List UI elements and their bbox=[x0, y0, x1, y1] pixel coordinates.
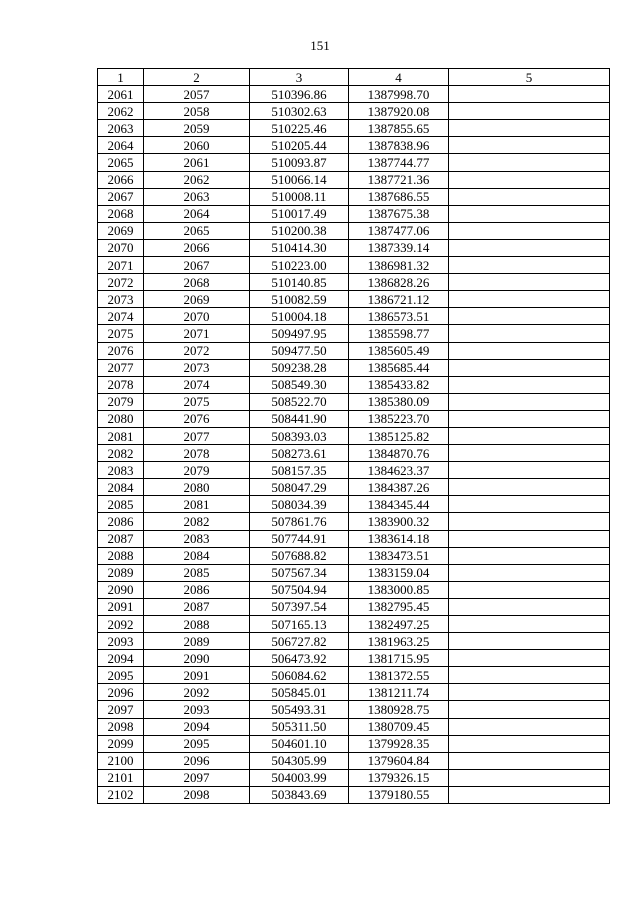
header-row bbox=[98, 69, 610, 86]
table-cell-col-3: 508157.35 bbox=[250, 462, 349, 479]
table-cell-col-2: 2058 bbox=[144, 103, 250, 120]
table-cell-col-5 bbox=[449, 616, 610, 633]
table-cell-col-4: 1382497.25 bbox=[349, 616, 449, 633]
table-cell-col-2: 2080 bbox=[144, 479, 250, 496]
table-cell-col-2: 2065 bbox=[144, 222, 250, 239]
table-row bbox=[98, 359, 610, 376]
table-row bbox=[98, 308, 610, 325]
table-cell-col-1: 2095 bbox=[98, 667, 144, 684]
table-cell-col-1: 2088 bbox=[98, 547, 144, 564]
table-row bbox=[98, 274, 610, 291]
table-cell-col-2: 2059 bbox=[144, 120, 250, 137]
table-cell-col-3: 510302.63 bbox=[250, 103, 349, 120]
table-cell-col-4: 1387686.55 bbox=[349, 188, 449, 205]
table-cell-col-2: 2089 bbox=[144, 633, 250, 650]
table-row bbox=[98, 616, 610, 633]
table-row bbox=[98, 684, 610, 701]
table-row bbox=[98, 325, 610, 342]
page-number: 151 bbox=[310, 38, 330, 53]
table-row bbox=[98, 86, 610, 103]
table-cell-col-2: 2082 bbox=[144, 513, 250, 530]
table-cell-col-1: 2070 bbox=[98, 239, 144, 256]
table-row bbox=[98, 291, 610, 308]
table-cell-col-1: 2074 bbox=[98, 308, 144, 325]
table-row bbox=[98, 410, 610, 427]
table-cell-col-4: 1387998.70 bbox=[349, 86, 449, 103]
table-row bbox=[98, 188, 610, 205]
table-cell-col-4: 1381963.25 bbox=[349, 633, 449, 650]
table-cell-col-2: 2064 bbox=[144, 205, 250, 222]
table-cell-col-2: 2098 bbox=[144, 786, 250, 803]
table-row bbox=[98, 154, 610, 171]
table-row bbox=[98, 701, 610, 718]
table-cell-col-1: 2079 bbox=[98, 393, 144, 410]
table-cell-col-3: 510008.11 bbox=[250, 188, 349, 205]
table-cell-col-4: 1386981.32 bbox=[349, 257, 449, 274]
table-cell-col-1: 2065 bbox=[98, 154, 144, 171]
table-cell-col-3: 510066.14 bbox=[250, 171, 349, 188]
table-cell-col-2: 2077 bbox=[144, 427, 250, 444]
table-cell-col-1: 2069 bbox=[98, 222, 144, 239]
table-row bbox=[98, 633, 610, 650]
table-cell-col-4: 1387855.65 bbox=[349, 120, 449, 137]
table-cell-col-4: 1387920.08 bbox=[349, 103, 449, 120]
coordinates-table bbox=[97, 68, 610, 804]
table-cell-col-1: 2073 bbox=[98, 291, 144, 308]
table-cell-col-5 bbox=[449, 598, 610, 615]
table-row bbox=[98, 376, 610, 393]
table-row bbox=[98, 137, 610, 154]
table-cell-col-2: 2072 bbox=[144, 342, 250, 359]
header-cell-3: 3 bbox=[250, 69, 349, 86]
table-cell-col-5 bbox=[449, 684, 610, 701]
table-cell-col-1: 2081 bbox=[98, 427, 144, 444]
table-cell-col-4: 1385125.82 bbox=[349, 427, 449, 444]
table-cell-col-3: 504601.10 bbox=[250, 735, 349, 752]
table-cell-col-4: 1387675.38 bbox=[349, 205, 449, 222]
table-cell-col-4: 1385598.77 bbox=[349, 325, 449, 342]
table-cell-col-5 bbox=[449, 718, 610, 735]
table-cell-col-1: 2102 bbox=[98, 786, 144, 803]
table-cell-col-3: 507744.91 bbox=[250, 530, 349, 547]
table-row bbox=[98, 564, 610, 581]
table-cell-col-3: 506473.92 bbox=[250, 650, 349, 667]
table-cell-col-2: 2081 bbox=[144, 496, 250, 513]
table-row bbox=[98, 718, 610, 735]
table-cell-col-5 bbox=[449, 359, 610, 376]
table-row bbox=[98, 650, 610, 667]
table-cell-col-2: 2070 bbox=[144, 308, 250, 325]
table-cell-col-1: 2085 bbox=[98, 496, 144, 513]
table-cell-col-2: 2069 bbox=[144, 291, 250, 308]
header-cell-1: 1 bbox=[98, 69, 144, 86]
table-cell-col-4: 1384387.26 bbox=[349, 479, 449, 496]
table-cell-col-4: 1383473.51 bbox=[349, 547, 449, 564]
table-cell-col-2: 2075 bbox=[144, 393, 250, 410]
table-cell-col-2: 2095 bbox=[144, 735, 250, 752]
table-cell-col-5 bbox=[449, 581, 610, 598]
table-cell-col-4: 1386721.12 bbox=[349, 291, 449, 308]
table-cell-col-3: 510396.86 bbox=[250, 86, 349, 103]
table-row bbox=[98, 496, 610, 513]
table-cell-col-5 bbox=[449, 239, 610, 256]
table-cell-col-4: 1386828.26 bbox=[349, 274, 449, 291]
table-cell-col-4: 1384623.37 bbox=[349, 462, 449, 479]
table-cell-col-3: 507165.13 bbox=[250, 616, 349, 633]
table-cell-col-1: 2101 bbox=[98, 769, 144, 786]
table-row bbox=[98, 222, 610, 239]
table-cell-col-1: 2099 bbox=[98, 735, 144, 752]
table-cell-col-2: 2085 bbox=[144, 564, 250, 581]
table-row bbox=[98, 769, 610, 786]
table-cell-col-1: 2068 bbox=[98, 205, 144, 222]
header-cell-4: 4 bbox=[349, 69, 449, 86]
table-cell-col-1: 2078 bbox=[98, 376, 144, 393]
table-cell-col-2: 2094 bbox=[144, 718, 250, 735]
table-cell-col-3: 507688.82 bbox=[250, 547, 349, 564]
table-cell-col-3: 507861.76 bbox=[250, 513, 349, 530]
table-cell-col-3: 508393.03 bbox=[250, 427, 349, 444]
table-row bbox=[98, 171, 610, 188]
table-cell-col-2: 2073 bbox=[144, 359, 250, 376]
table-cell-col-1: 2084 bbox=[98, 479, 144, 496]
table-cell-col-4: 1380709.45 bbox=[349, 718, 449, 735]
table-cell-col-5 bbox=[449, 633, 610, 650]
table-cell-col-3: 503843.69 bbox=[250, 786, 349, 803]
table-cell-col-1: 2097 bbox=[98, 701, 144, 718]
table-cell-col-4: 1386573.51 bbox=[349, 308, 449, 325]
table-cell-col-4: 1379928.35 bbox=[349, 735, 449, 752]
table-cell-col-2: 2067 bbox=[144, 257, 250, 274]
table-row bbox=[98, 547, 610, 564]
table-cell-col-5 bbox=[449, 564, 610, 581]
table-cell-col-3: 505845.01 bbox=[250, 684, 349, 701]
table-cell-col-5 bbox=[449, 103, 610, 120]
table-cell-col-2: 2096 bbox=[144, 752, 250, 769]
table-cell-col-4: 1383159.04 bbox=[349, 564, 449, 581]
table-body bbox=[98, 86, 610, 804]
table-cell-col-1: 2087 bbox=[98, 530, 144, 547]
table-cell-col-3: 505493.31 bbox=[250, 701, 349, 718]
table-cell-col-5 bbox=[449, 496, 610, 513]
table-cell-col-3: 504305.99 bbox=[250, 752, 349, 769]
table-cell-col-3: 510017.49 bbox=[250, 205, 349, 222]
table-cell-col-3: 509477.50 bbox=[250, 342, 349, 359]
table-row bbox=[98, 120, 610, 137]
table-cell-col-5 bbox=[449, 410, 610, 427]
table-cell-col-3: 510082.59 bbox=[250, 291, 349, 308]
table-cell-col-1: 2093 bbox=[98, 633, 144, 650]
table-cell-col-1: 2063 bbox=[98, 120, 144, 137]
table-cell-col-5 bbox=[449, 667, 610, 684]
table-row bbox=[98, 530, 610, 547]
table-cell-col-5 bbox=[449, 376, 610, 393]
table-row bbox=[98, 103, 610, 120]
table-cell-col-4: 1385605.49 bbox=[349, 342, 449, 359]
table-cell-col-3: 508034.39 bbox=[250, 496, 349, 513]
table-cell-col-2: 2061 bbox=[144, 154, 250, 171]
table-cell-col-3: 507397.54 bbox=[250, 598, 349, 615]
table-cell-col-4: 1383614.18 bbox=[349, 530, 449, 547]
table-cell-col-3: 510004.18 bbox=[250, 308, 349, 325]
table-cell-col-2: 2078 bbox=[144, 445, 250, 462]
table-cell-col-4: 1384345.44 bbox=[349, 496, 449, 513]
table-cell-col-2: 2088 bbox=[144, 616, 250, 633]
table-cell-col-1: 2098 bbox=[98, 718, 144, 735]
table-cell-col-5 bbox=[449, 547, 610, 564]
table-cell-col-1: 2090 bbox=[98, 581, 144, 598]
table-cell-col-5 bbox=[449, 786, 610, 803]
table-cell-col-5 bbox=[449, 137, 610, 154]
table-cell-col-5 bbox=[449, 257, 610, 274]
table-cell-col-2: 2083 bbox=[144, 530, 250, 547]
table-cell-col-2: 2066 bbox=[144, 239, 250, 256]
table-cell-col-1: 2080 bbox=[98, 410, 144, 427]
table-cell-col-4: 1379326.15 bbox=[349, 769, 449, 786]
table-cell-col-2: 2097 bbox=[144, 769, 250, 786]
table-cell-col-4: 1380928.75 bbox=[349, 701, 449, 718]
table-cell-col-5 bbox=[449, 291, 610, 308]
header-cell-2: 2 bbox=[144, 69, 250, 86]
table-cell-col-4: 1385223.70 bbox=[349, 410, 449, 427]
table-cell-col-3: 506727.82 bbox=[250, 633, 349, 650]
table-cell-col-2: 2084 bbox=[144, 547, 250, 564]
table-cell-col-1: 2083 bbox=[98, 462, 144, 479]
table-cell-col-3: 510140.85 bbox=[250, 274, 349, 291]
table-cell-col-1: 2082 bbox=[98, 445, 144, 462]
table-cell-col-1: 2100 bbox=[98, 752, 144, 769]
table-cell-col-3: 510414.30 bbox=[250, 239, 349, 256]
table-cell-col-3: 510093.87 bbox=[250, 154, 349, 171]
table-row bbox=[98, 735, 610, 752]
table-cell-col-2: 2071 bbox=[144, 325, 250, 342]
table-cell-col-3: 505311.50 bbox=[250, 718, 349, 735]
table-cell-col-5 bbox=[449, 120, 610, 137]
table-cell-col-1: 2092 bbox=[98, 616, 144, 633]
table-cell-col-2: 2079 bbox=[144, 462, 250, 479]
table-cell-col-5 bbox=[449, 205, 610, 222]
table-cell-col-5 bbox=[449, 479, 610, 496]
table-cell-col-5 bbox=[449, 393, 610, 410]
table-row bbox=[98, 257, 610, 274]
table-row bbox=[98, 752, 610, 769]
table-cell-col-2: 2086 bbox=[144, 581, 250, 598]
table-row bbox=[98, 581, 610, 598]
table-cell-col-5 bbox=[449, 462, 610, 479]
table-cell-col-4: 1379180.55 bbox=[349, 786, 449, 803]
table-row bbox=[98, 342, 610, 359]
table-cell-col-3: 507567.34 bbox=[250, 564, 349, 581]
table-cell-col-5 bbox=[449, 530, 610, 547]
table-cell-col-2: 2062 bbox=[144, 171, 250, 188]
table-cell-col-4: 1381211.74 bbox=[349, 684, 449, 701]
table-cell-col-5 bbox=[449, 308, 610, 325]
table-cell-col-1: 2089 bbox=[98, 564, 144, 581]
table-cell-col-5 bbox=[449, 86, 610, 103]
table-row bbox=[98, 445, 610, 462]
table-cell-col-4: 1383000.85 bbox=[349, 581, 449, 598]
table-row bbox=[98, 479, 610, 496]
table-cell-col-2: 2063 bbox=[144, 188, 250, 205]
table-cell-col-4: 1379604.84 bbox=[349, 752, 449, 769]
header-cell-5: 5 bbox=[449, 69, 610, 86]
table-cell-col-4: 1387477.06 bbox=[349, 222, 449, 239]
table-cell-col-1: 2076 bbox=[98, 342, 144, 359]
table-cell-col-2: 2060 bbox=[144, 137, 250, 154]
table-cell-col-4: 1385685.44 bbox=[349, 359, 449, 376]
table-cell-col-1: 2077 bbox=[98, 359, 144, 376]
table-cell-col-5 bbox=[449, 171, 610, 188]
table-cell-col-1: 2064 bbox=[98, 137, 144, 154]
table-cell-col-2: 2091 bbox=[144, 667, 250, 684]
table-row bbox=[98, 786, 610, 803]
table-cell-col-5 bbox=[449, 513, 610, 530]
table-row bbox=[98, 393, 610, 410]
table-cell-col-5 bbox=[449, 650, 610, 667]
table-cell-col-5 bbox=[449, 154, 610, 171]
table-cell-col-4: 1387721.36 bbox=[349, 171, 449, 188]
table-cell-col-4: 1385380.09 bbox=[349, 393, 449, 410]
table-cell-col-3: 510223.00 bbox=[250, 257, 349, 274]
table-cell-col-3: 508047.29 bbox=[250, 479, 349, 496]
table-cell-col-4: 1383900.32 bbox=[349, 513, 449, 530]
table-cell-col-3: 510200.38 bbox=[250, 222, 349, 239]
table-cell-col-3: 504003.99 bbox=[250, 769, 349, 786]
table-cell-col-3: 508549.30 bbox=[250, 376, 349, 393]
table-cell-col-3: 508441.90 bbox=[250, 410, 349, 427]
table-cell-col-1: 2075 bbox=[98, 325, 144, 342]
table-cell-col-5 bbox=[449, 752, 610, 769]
table-cell-col-3: 509497.95 bbox=[250, 325, 349, 342]
table-cell-col-5 bbox=[449, 342, 610, 359]
table-cell-col-1: 2071 bbox=[98, 257, 144, 274]
table-cell-col-4: 1387744.77 bbox=[349, 154, 449, 171]
table-cell-col-5 bbox=[449, 769, 610, 786]
table-header bbox=[98, 69, 610, 86]
table-cell-col-3: 507504.94 bbox=[250, 581, 349, 598]
table-cell-col-1: 2067 bbox=[98, 188, 144, 205]
table-cell-col-1: 2072 bbox=[98, 274, 144, 291]
table-cell-col-3: 510205.44 bbox=[250, 137, 349, 154]
table-cell-col-5 bbox=[449, 222, 610, 239]
table-cell-col-2: 2087 bbox=[144, 598, 250, 615]
table-cell-col-4: 1385433.82 bbox=[349, 376, 449, 393]
table-row bbox=[98, 513, 610, 530]
table-cell-col-5 bbox=[449, 188, 610, 205]
table-cell-col-5 bbox=[449, 701, 610, 718]
table-cell-col-4: 1384870.76 bbox=[349, 445, 449, 462]
table-row bbox=[98, 462, 610, 479]
table-cell-col-3: 509238.28 bbox=[250, 359, 349, 376]
table-cell-col-4: 1381372.55 bbox=[349, 667, 449, 684]
table-cell-col-3: 506084.62 bbox=[250, 667, 349, 684]
table-cell-col-3: 508273.61 bbox=[250, 445, 349, 462]
table-cell-col-2: 2090 bbox=[144, 650, 250, 667]
table-cell-col-3: 508522.70 bbox=[250, 393, 349, 410]
table-cell-col-5 bbox=[449, 427, 610, 444]
table-row bbox=[98, 239, 610, 256]
table-row bbox=[98, 598, 610, 615]
table-row bbox=[98, 205, 610, 222]
table-cell-col-5 bbox=[449, 325, 610, 342]
table-cell-col-1: 2094 bbox=[98, 650, 144, 667]
table-cell-col-5 bbox=[449, 274, 610, 291]
table-cell-col-5 bbox=[449, 735, 610, 752]
table-cell-col-4: 1381715.95 bbox=[349, 650, 449, 667]
table-cell-col-1: 2096 bbox=[98, 684, 144, 701]
table-cell-col-1: 2086 bbox=[98, 513, 144, 530]
table-cell-col-4: 1382795.45 bbox=[349, 598, 449, 615]
table-cell-col-4: 1387339.14 bbox=[349, 239, 449, 256]
table-row bbox=[98, 427, 610, 444]
table-row bbox=[98, 667, 610, 684]
table-cell-col-3: 510225.46 bbox=[250, 120, 349, 137]
table-cell-col-2: 2093 bbox=[144, 701, 250, 718]
table-cell-col-1: 2062 bbox=[98, 103, 144, 120]
table-cell-col-1: 2061 bbox=[98, 86, 144, 103]
table-cell-col-4: 1387838.96 bbox=[349, 137, 449, 154]
table-cell-col-1: 2091 bbox=[98, 598, 144, 615]
table-cell-col-2: 2076 bbox=[144, 410, 250, 427]
table-cell-col-5 bbox=[449, 445, 610, 462]
table-cell-col-1: 2066 bbox=[98, 171, 144, 188]
table-cell-col-2: 2074 bbox=[144, 376, 250, 393]
table-cell-col-2: 2068 bbox=[144, 274, 250, 291]
table-cell-col-2: 2057 bbox=[144, 86, 250, 103]
table-cell-col-2: 2092 bbox=[144, 684, 250, 701]
